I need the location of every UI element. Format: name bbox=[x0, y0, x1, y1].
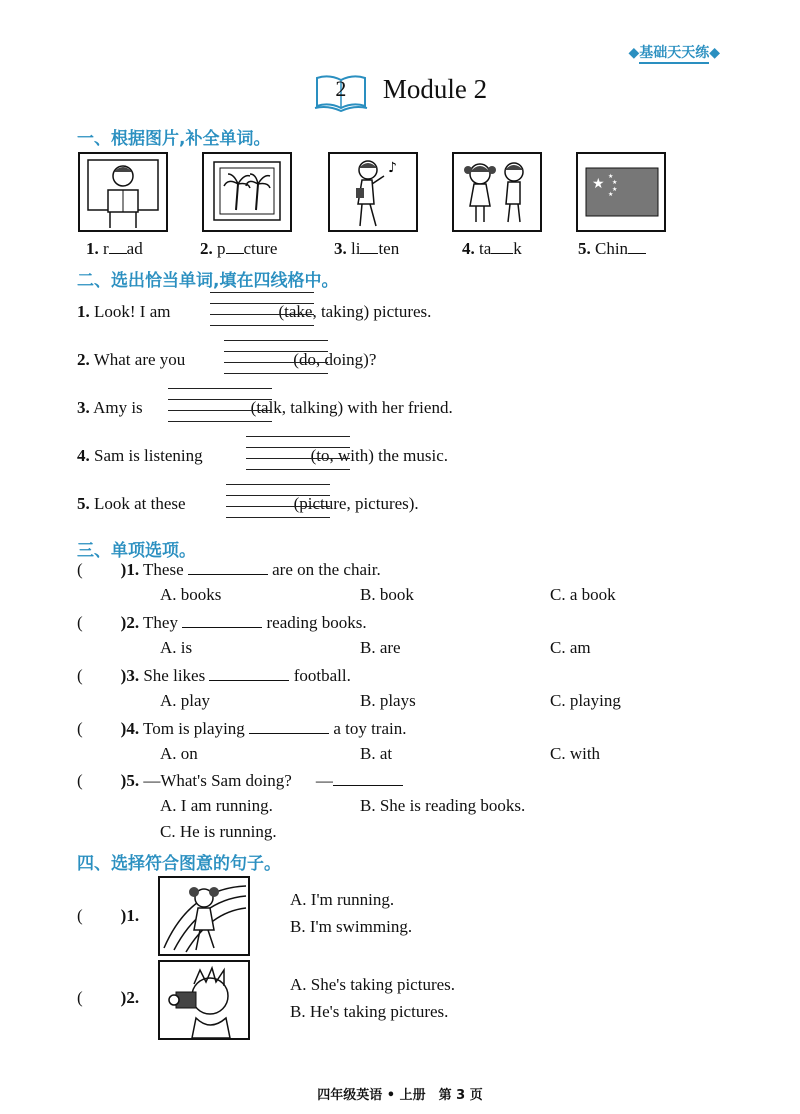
option-a[interactable]: A. is bbox=[160, 638, 193, 657]
four-line-grid[interactable] bbox=[210, 292, 314, 332]
question-end: a toy train. bbox=[333, 719, 407, 738]
diamond-icon: ◆ bbox=[709, 45, 720, 61]
option-a[interactable]: A. play bbox=[160, 691, 211, 710]
sentence-end: (picture, pictures). bbox=[293, 494, 419, 513]
word-part: cture bbox=[243, 239, 278, 258]
picture-boy-reading bbox=[78, 152, 168, 232]
item-number: )2. bbox=[120, 613, 140, 632]
mc-question-2 bbox=[77, 613, 367, 633]
item-number: )4. bbox=[120, 719, 140, 738]
svg-text:★: ★ bbox=[612, 179, 618, 186]
section3-title: 三、单项选项。 bbox=[77, 541, 196, 561]
option-b[interactable]: B. He's taking pictures. bbox=[290, 1002, 449, 1021]
question-blank bbox=[188, 574, 268, 575]
question-end: are on the chair. bbox=[272, 560, 381, 579]
option-c[interactable]: C. playing bbox=[550, 691, 621, 710]
option-b[interactable]: B. book bbox=[360, 585, 414, 604]
option-b[interactable]: B. at bbox=[360, 744, 393, 763]
question-start: These bbox=[143, 560, 184, 579]
question-blank bbox=[209, 680, 289, 681]
option-a[interactable]: A. I am running. bbox=[160, 796, 273, 815]
sentence-start: What are you bbox=[93, 350, 186, 369]
word-part: ad bbox=[126, 239, 143, 258]
word-item-2 bbox=[200, 239, 277, 259]
option-c[interactable]: C. a book bbox=[550, 585, 616, 604]
picture-kids-talking bbox=[452, 152, 542, 232]
question-blank bbox=[333, 785, 403, 786]
svg-text:♪: ♪ bbox=[388, 160, 397, 176]
mc-question-1 bbox=[77, 560, 381, 580]
picture-question-2 bbox=[77, 988, 139, 1008]
section1-title: 一、根据图片,补全单词。 bbox=[77, 129, 271, 149]
four-line-grid[interactable] bbox=[168, 388, 272, 428]
svg-text:★: ★ bbox=[608, 173, 614, 180]
item-number: 2. bbox=[200, 239, 213, 258]
item-number: 1. bbox=[86, 239, 99, 258]
item-number: 3. bbox=[334, 239, 347, 258]
sentence-end: (take, taking) pictures. bbox=[278, 302, 432, 321]
option-a[interactable]: A. I'm running. bbox=[290, 890, 395, 909]
option-b[interactable]: B. She is reading books. bbox=[360, 796, 526, 815]
mc-question-4 bbox=[77, 719, 406, 739]
question-blank bbox=[182, 627, 262, 628]
answer-paren[interactable]: ( bbox=[77, 560, 83, 579]
page-title bbox=[0, 72, 800, 112]
word-part: li bbox=[351, 239, 361, 258]
item-number: )1. bbox=[120, 560, 140, 579]
sentence-end: (do, doing)? bbox=[293, 350, 377, 369]
item-number: 4. bbox=[77, 446, 90, 465]
open-book-icon bbox=[313, 72, 369, 112]
svg-text:★: ★ bbox=[592, 176, 605, 192]
word-item-4 bbox=[462, 239, 522, 259]
picture-boy-listening bbox=[328, 152, 418, 232]
option-c[interactable]: C. He is running. bbox=[160, 822, 277, 841]
item-number: 1. bbox=[77, 302, 90, 321]
letter-blank[interactable] bbox=[628, 253, 646, 254]
picture-palm-trees bbox=[202, 152, 292, 232]
answer-paren[interactable]: ( bbox=[77, 719, 83, 738]
item-number: )5. bbox=[120, 771, 140, 790]
option-b[interactable]: B. I'm swimming. bbox=[290, 917, 413, 936]
question-text: —What's Sam doing? bbox=[143, 771, 292, 790]
word-part: ta bbox=[479, 239, 492, 258]
mc-question-5 bbox=[77, 771, 403, 791]
answer-paren[interactable]: ( bbox=[77, 906, 83, 925]
letter-blank[interactable] bbox=[360, 253, 378, 254]
item-number: 2. bbox=[77, 350, 90, 369]
question-end: reading books. bbox=[266, 613, 367, 632]
diamond-icon: ◆ bbox=[628, 45, 640, 61]
item-number: )2. bbox=[120, 988, 140, 1007]
question-end: football. bbox=[293, 666, 351, 685]
item-number: )3. bbox=[120, 666, 140, 685]
sentence-start: Look! I am bbox=[94, 302, 171, 321]
question-start: She likes bbox=[143, 666, 206, 685]
question-start: Tom is playing bbox=[143, 719, 245, 738]
section4-title: 四、选择符合图意的句子。 bbox=[77, 854, 281, 874]
module-title: Module 2 bbox=[382, 74, 488, 105]
item-number: 3. bbox=[77, 398, 90, 417]
svg-text:★: ★ bbox=[608, 191, 614, 198]
word-part: ten bbox=[378, 239, 400, 258]
option-c[interactable]: C. am bbox=[550, 638, 591, 657]
sentence-end: (to, with) the music. bbox=[310, 446, 449, 465]
option-a[interactable]: A. She's taking pictures. bbox=[290, 975, 456, 994]
question-blank bbox=[249, 733, 329, 734]
four-line-grid[interactable] bbox=[226, 484, 330, 524]
picture-china-flag bbox=[576, 152, 666, 232]
answer-dash: — bbox=[315, 771, 333, 790]
section2-title: 二、选出恰当单词,填在四线格中。 bbox=[77, 271, 339, 291]
module-number: 2 bbox=[335, 76, 347, 101]
series-tag bbox=[628, 42, 720, 62]
word-part: p bbox=[217, 239, 226, 258]
sentence-start: Amy is bbox=[93, 398, 143, 417]
answer-paren[interactable]: ( bbox=[77, 771, 83, 790]
sentence-start: Look at these bbox=[94, 494, 186, 513]
question-start: They bbox=[143, 613, 178, 632]
word-part: Chin bbox=[595, 239, 629, 258]
word-part: k bbox=[513, 239, 522, 258]
item-number: 5. bbox=[77, 494, 90, 513]
series-tag-text: 基础天天练 bbox=[639, 45, 709, 64]
answer-paren[interactable]: ( bbox=[77, 988, 83, 1007]
option-b[interactable]: B. are bbox=[360, 638, 401, 657]
item-number: )1. bbox=[120, 906, 140, 925]
picture-question-1 bbox=[77, 906, 139, 926]
answer-paren[interactable]: ( bbox=[77, 613, 83, 632]
picture-boy-camera bbox=[158, 960, 250, 1040]
four-line-grid[interactable] bbox=[224, 340, 328, 380]
answer-paren[interactable]: ( bbox=[77, 666, 83, 685]
option-b[interactable]: B. plays bbox=[360, 691, 416, 710]
word-item-1 bbox=[86, 239, 143, 259]
letter-blank[interactable] bbox=[226, 253, 244, 254]
sentence-start: Sam is listening bbox=[94, 446, 203, 465]
page-footer: 四年级英语 • 上册 第 3 页 bbox=[317, 1088, 483, 1103]
word-item-3 bbox=[334, 239, 399, 259]
four-line-grid[interactable] bbox=[246, 436, 350, 476]
mc-question-3 bbox=[77, 666, 351, 686]
letter-blank[interactable] bbox=[491, 253, 513, 254]
option-c[interactable]: C. with bbox=[550, 744, 601, 763]
letter-blank[interactable] bbox=[109, 253, 127, 254]
sentence-end: (talk, talking) with her friend. bbox=[250, 398, 453, 417]
svg-text:★: ★ bbox=[612, 186, 618, 193]
item-number: 4. bbox=[462, 239, 475, 258]
word-part: r bbox=[103, 239, 109, 258]
option-a[interactable]: A. books bbox=[160, 585, 222, 604]
option-a[interactable]: A. on bbox=[160, 744, 198, 763]
picture-girl-running bbox=[158, 876, 250, 956]
item-number: 5. bbox=[578, 239, 591, 258]
word-item-5 bbox=[578, 239, 646, 259]
